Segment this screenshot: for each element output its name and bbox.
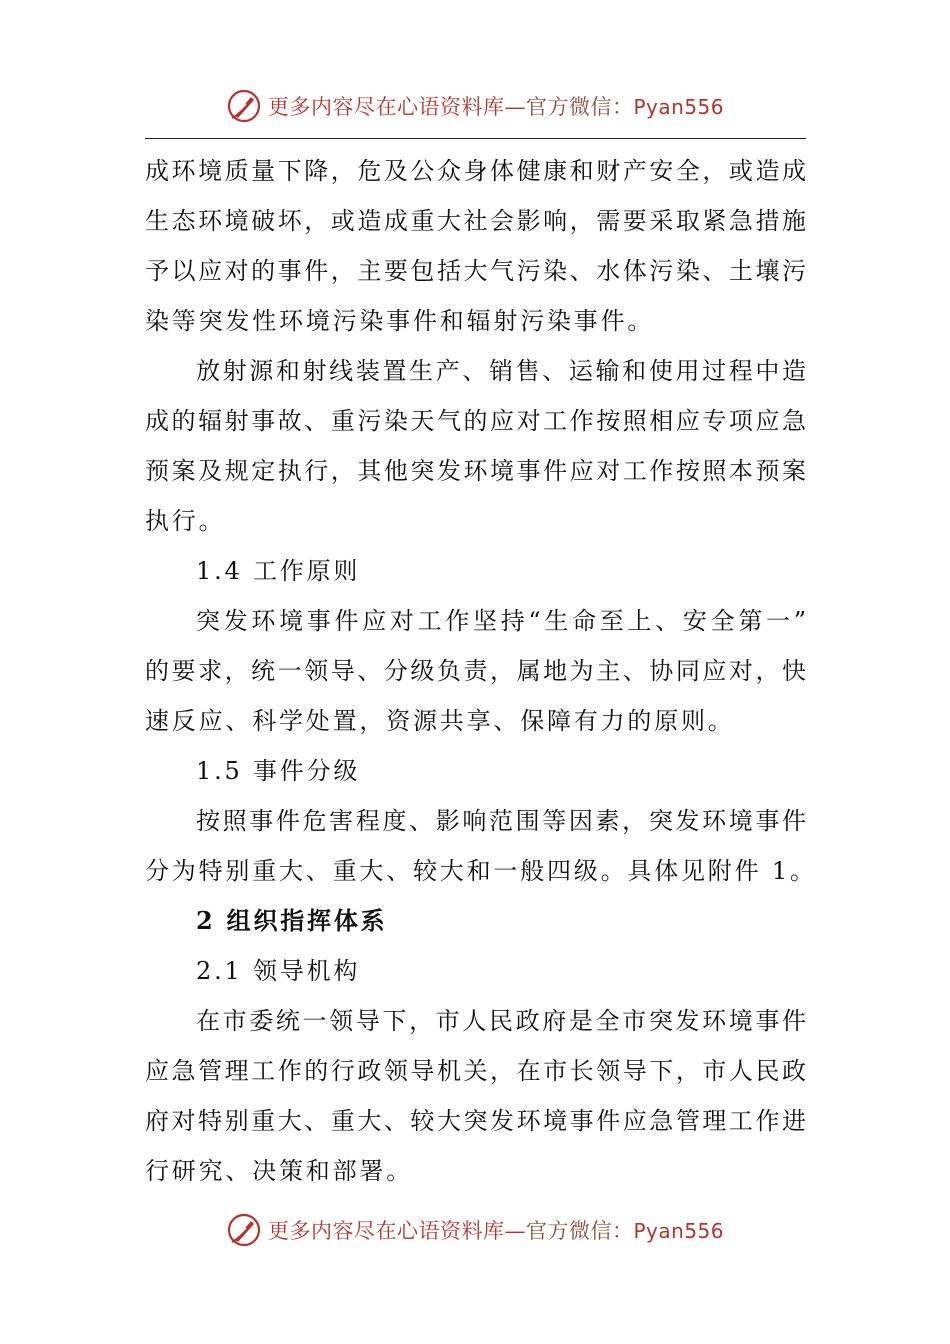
watermark-main-text: 更多内容尽在心语资料库 (267, 95, 505, 119)
body-line: 执行。 (145, 507, 226, 535)
footer-watermark (0, 1208, 950, 1252)
header-watermark (0, 84, 950, 128)
body-line: 府对特别重大、重大、较大突发环境事件应急管理工作进 (145, 1107, 806, 1135)
body-line: 应急管理工作的行政领导机关，在市长领导下，市人民政 (145, 1057, 806, 1085)
section-heading-2-1: 2.1 领导机构 (196, 957, 361, 985)
body-line: 予以应对的事件，主要包括大气污染、水体污染、土壤污 (145, 257, 806, 285)
body-line: 按照事件危害程度、影响范围等因素，突发环境事件 (196, 807, 806, 835)
document-body (145, 146, 817, 1196)
watermark-contact-label: 官方微信： (525, 95, 634, 119)
body-line: 突发环境事件应对工作坚持“生命至上、安全第一” (196, 607, 806, 635)
body-line: 成的辐射事故、重污染天气的应对工作按照相应专项应急 (145, 407, 806, 435)
header-rule (145, 138, 806, 139)
watermark-main-text: 更多内容尽在心语资料库 (267, 1219, 505, 1243)
body-line: 染等突发性环境污染事件和辐射污染事件。 (145, 307, 655, 335)
quill-pen-logo-icon (226, 88, 262, 124)
watermark-wechat-id: Pyan556 (633, 95, 724, 119)
watermark-wechat-id: Pyan556 (633, 1219, 724, 1243)
body-line: 速反应、科学处置，资源共享、保障有力的原则。 (145, 707, 735, 735)
watermark-dash: — (504, 1219, 526, 1243)
body-line: 分为特别重大、重大、较大和一般四级。具体见附件 1。 (145, 857, 817, 885)
section-heading-1-4: 1.4 工作原则 (196, 557, 361, 585)
body-line: 行研究、决策和部署。 (145, 1157, 413, 1185)
quill-pen-logo-icon (226, 1212, 262, 1248)
body-line: 成环境质量下降，危及公众身体健康和财产安全，或造成 (145, 157, 806, 185)
body-line: 的要求，统一领导、分级负责，属地为主、协同应对，快 (145, 657, 806, 685)
body-line: 预案及规定执行，其他突发环境事件应对工作按照本预案 (145, 457, 806, 485)
watermark-contact-label: 官方微信： (525, 1219, 634, 1243)
chapter-heading-2: 2 组织指挥体系 (196, 906, 388, 935)
body-line: 在市委统一领导下，市人民政府是全市突发环境事件 (196, 1007, 806, 1035)
watermark-dash: — (504, 95, 526, 119)
body-line: 放射源和射线装置生产、销售、运输和使用过程中造 (196, 357, 806, 385)
section-heading-1-5: 1.5 事件分级 (196, 757, 361, 785)
body-line: 生态环境破坏，或造成重大社会影响，需要采取紧急措施 (145, 207, 806, 235)
